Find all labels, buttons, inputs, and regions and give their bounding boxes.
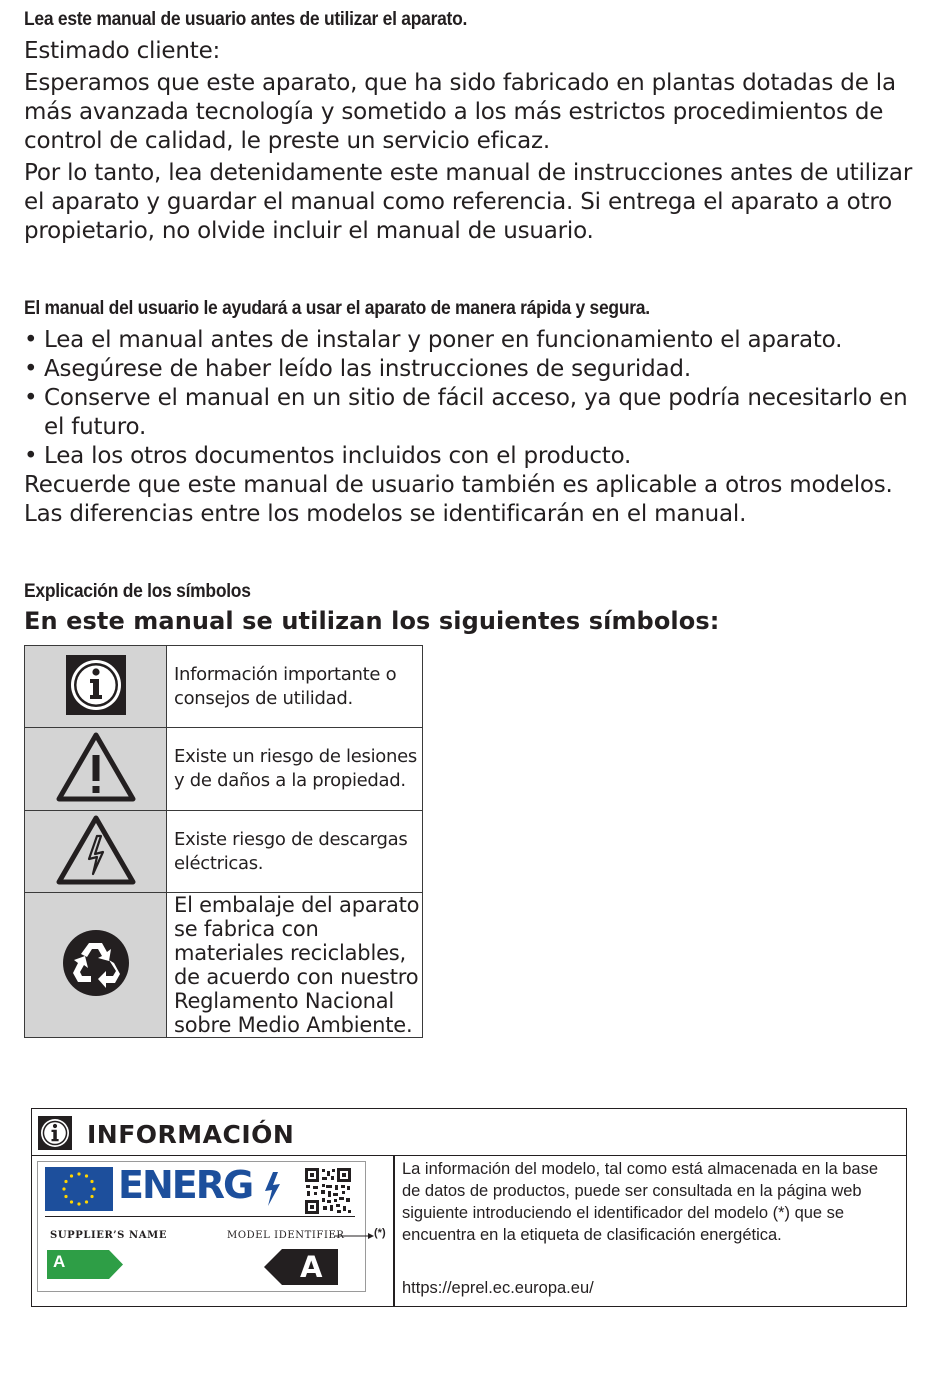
symbol-description: Existe un riesgo de lesiones y de daños a la propiedad.	[167, 728, 423, 811]
manual-heading: Lea este manual de usuario antes de utilizar el aparato.	[24, 9, 468, 30]
symbol-row	[25, 893, 423, 1038]
information-title: INFORMACIÓN	[87, 1120, 295, 1149]
symbol-description: Información importante o consejos de utilidad.	[167, 646, 423, 728]
model-asterisk: (*)	[374, 1227, 386, 1239]
bullet-item: • Lea los otros documentos incluidos con el producto.	[24, 442, 924, 471]
symbol-icon-cell	[25, 893, 167, 1038]
energy-label-illustration	[37, 1161, 366, 1292]
recycle-icon	[62, 929, 130, 997]
supplier-name: SUPPLIER’S NAME	[50, 1230, 168, 1241]
information-text	[402, 1158, 892, 1246]
arrow-right-icon	[334, 1231, 374, 1241]
eu-flag-icon	[45, 1167, 113, 1211]
information-paragraph: La información del modelo, tal como está almacenada en la base de datos de productos, puede ser consultada en la página web siguiente introduciendo el identificador del modelo (*) que se encuentra en la etiqueta de clasificación energética.	[402, 1160, 879, 1244]
symbol-row	[25, 728, 423, 811]
electric-shock-icon	[55, 814, 137, 886]
intro-paragraph-2: Por lo tanto, lea detenidamente este manual de instrucciones antes de utilizar el aparato y guardar el manual como referencia. Si entrega el aparato a otro propietario, no olvide incluir el manual de usuario.	[24, 160, 913, 244]
warning-icon	[55, 731, 137, 803]
big-class-letter: A	[300, 1250, 323, 1284]
qr-code-icon	[305, 1168, 351, 1214]
intro-section	[24, 37, 924, 246]
energy-wordmark: ENERG	[118, 1163, 253, 1207]
symbols-heading: Explicación de los símbolos	[24, 581, 251, 602]
lightning-icon	[263, 1172, 281, 1206]
bullet-item: • Asegúrese de haber leído las instrucciones de seguridad.	[24, 355, 924, 384]
label-divider	[45, 1216, 355, 1217]
small-class-letter: A	[53, 1252, 66, 1271]
symbols-subheading: En este manual se utilizan los siguientes símbolos:	[24, 607, 720, 635]
symbol-description: El embalaje del aparato se fabrica con materiales reciclables, de acuerdo con nuestro Reglamento Nacional sobre Medio Ambiente.	[167, 893, 423, 1038]
information-divider	[393, 1156, 395, 1307]
symbols-table	[24, 645, 423, 1038]
symbol-description: Existe riesgo de descargas eléctricas.	[167, 811, 423, 893]
bullet-item: • Conserve el manual en un sitio de fácil acceso, ya que podría necesitarlo en el futuro.	[24, 384, 924, 442]
symbol-icon-cell	[25, 646, 167, 728]
bullet-item: • Lea el manual antes de instalar y poner en funcionamiento el aparato.	[24, 326, 924, 355]
help-section	[24, 326, 924, 529]
info-icon	[38, 1116, 72, 1150]
eprel-link[interactable]: https://eprel.ec.europa.eu/	[402, 1279, 594, 1297]
symbol-icon-cell	[25, 728, 167, 811]
help-bullet-list	[24, 326, 924, 471]
symbol-row	[25, 811, 423, 893]
intro-paragraph-1: Esperamos que este aparato, que ha sido fabricado en plantas dotadas de la más avanzada tecnología y sometido a los más estrictos procedimientos de control de calidad, le preste un servicio eficaz.	[24, 70, 896, 154]
information-box	[31, 1108, 907, 1307]
information-header	[32, 1109, 906, 1156]
help-closing: Recuerde que este manual de usuario también es aplicable a otros modelos. Las diferencias entre los modelos se identificarán en el manual.	[24, 472, 893, 527]
greeting: Estimado cliente:	[24, 38, 221, 64]
info-icon	[66, 655, 126, 715]
help-heading: El manual del usuario le ayudará a usar el aparato de manera rápida y segura.	[24, 298, 650, 319]
model-identifier: MODEL IDENTIFIER	[227, 1230, 345, 1241]
symbol-row	[25, 646, 423, 728]
symbol-icon-cell	[25, 811, 167, 893]
